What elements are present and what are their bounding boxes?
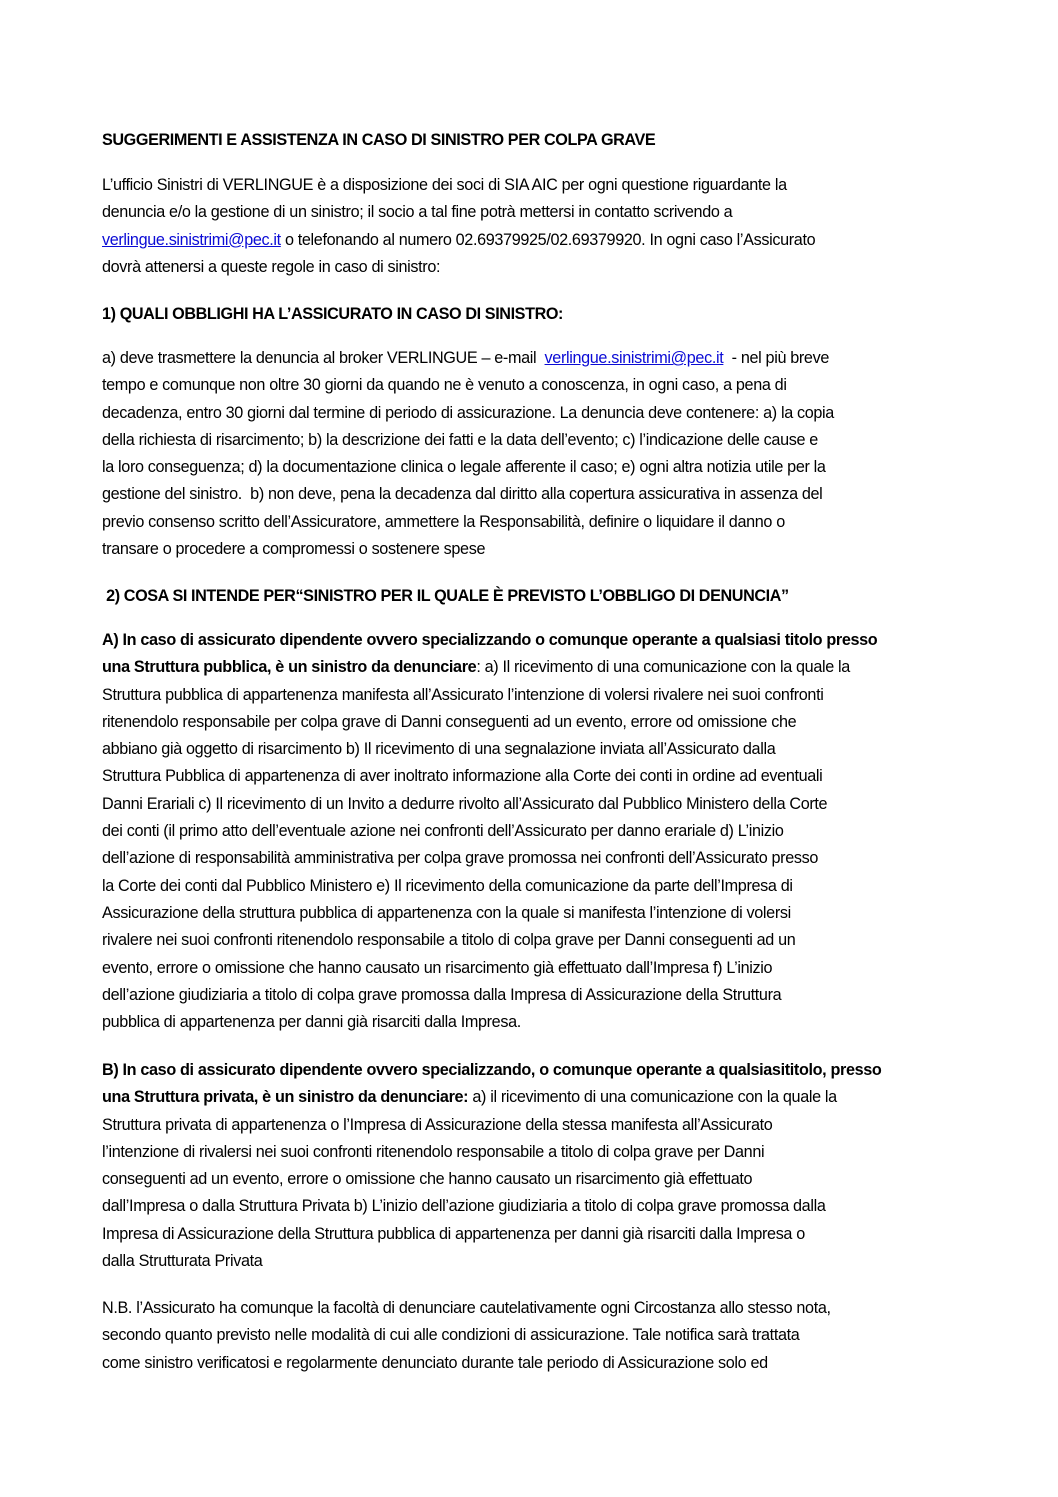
section1-line: della richiesta di risarcimento; b) la descrizione dei fatti e la data dell’evento; c) l’indicazione delle cause e [102,430,818,449]
part-a-line: Assicurazione della struttura pubblica di appartenenza con la quale si manifesta l’intenzione di volersi [102,903,791,922]
part-a-line: dell’azione giudiziaria a titolo di colpa grave promossa dalla Impresa di Assicurazione della Struttura [102,985,782,1004]
part-b-line [102,1084,962,1111]
intro-line [102,227,962,254]
title-text: SUGGERIMENTI E ASSISTENZA IN CASO DI SINISTRO PER COLPA GRAVE [102,131,656,149]
part-a-line: Struttura pubblica di appartenenza manifesta all’Assicurato l’intenzione di volersi rivalere nei suoi confronti [102,685,824,704]
email-link[interactable]: verlingue.sinistrimi@pec.it [102,230,281,249]
section1-line: gestione del sinistro. b) non deve, pena la decadenza dal diritto alla copertura assicurativa in assenza del [102,485,823,504]
part-b-line: dalla Strutturata Privata [102,1252,263,1271]
section1-paragraph [102,345,962,563]
section2-part-a [102,627,962,1036]
section1-line: transare o procedere a compromessi o sostenere spese [102,540,486,559]
section1-heading-text: 1) QUALI OBBLIGHI HA L’ASSICURATO IN CASO DI SINISTRO: [102,305,564,323]
part-a-line: pubblica di appartenenza per danni già risarciti dalla Impresa. [102,1013,521,1032]
section1-line: previo consenso scritto dell’Assicuratore, ammettere la Responsabilità, definire o liquidare il danno o [102,512,785,531]
intro-line: denuncia e/o la gestione di un sinistro; il socio a tal fine potrà mettersi in contatto scrivendo a [102,203,733,222]
email-link[interactable]: verlingue.sinistrimi@pec.it [544,349,724,367]
part-b-line: Struttura privata di appartenenza o l’Impresa di Assicurazione della stessa manifesta all’Assicurato [102,1115,773,1134]
part-a-text: : a) Il ricevimento di una comunicazione con la quale la [476,658,850,677]
intro-line: L’ufficio Sinistri di VERLINGUE è a disposizione dei soci di SIA AIC per ogni questione riguardante la [102,176,787,194]
section1-line: la loro conseguenza; d) la documentazione clinica o legale afferente il caso; e) ogni altra notizia utile per la [102,458,826,477]
intro-line: dovrà attenersi a queste regole in caso di sinistro: [102,257,441,276]
note-line: secondo quanto previsto nelle modalità di cui alle condizioni di assicurazione. Tale notifica sarà trattata [102,1326,800,1345]
note-line: N.B. l’Assicurato ha comunque la facoltà di denunciare cautelativamente ogni Circostanza allo stesso nota, [102,1299,831,1317]
part-b-line: dall’Impresa o dalla Struttura Privata b) L’inizio dell’azione giudiziaria a titolo di colpa grave promossa dalla [102,1197,826,1216]
intro-paragraph [102,172,962,281]
section1-line: decadenza, entro 30 giorni dal termine di periodo di assicurazione. La denuncia deve contenere: a) la copia [102,403,834,422]
section2-heading [102,583,962,610]
section2-part-b [102,1057,962,1275]
part-a-line [102,654,962,681]
section1-line-pre: a) deve trasmettere la denuncia al broker VERLINGUE – e-mail [102,349,545,367]
section2-heading-text: 2) COSA SI INTENDE PER“SINISTRO PER IL QUALE È PREVISTO L’OBBLIGO DI DENUNCIA” [102,587,789,605]
part-a-line: dell’azione di responsabilità amministrativa per colpa grave promossa nei confronti dell’Assicurato presso [102,849,818,868]
intro-line-text: o telefonando al numero 02.69379925/02.69379920. In ogni caso l’Assicurato [280,230,816,249]
document-title [102,127,962,154]
part-a-line: abbiano già oggetto di risarcimento b) Il ricevimento di una segnalazione inviata all’Assicurato dalla [102,740,776,759]
part-a-line: evento, errore o omissione che hanno causato un risarcimento già effettuato dall’Impresa f) L’inizio [102,958,773,977]
part-a-line: Danni Erariali c) Il ricevimento di un Invito a dedurre rivolto all’Assicurato dal Pubblico Ministero della Corte [102,794,828,813]
part-a-line: ritenendolo responsabile per colpa grave di Danni conseguenti ad un evento, errore od omissione che [102,712,797,731]
part-b-bold-text: una Struttura privata, è un sinistro da denunciare: [102,1088,469,1107]
part-a-bold-text: una Struttura pubblica, è un sinistro da denunciare [102,658,477,677]
part-a-line: rivalere nei suoi confronti ritenendolo responsabile a titolo di colpa grave per Danni conseguenti ad un [102,931,796,950]
part-b-line: l’intenzione di rivalersi nei suoi confronti ritenendolo responsabile a titolo di colpa grave per Danni [102,1142,765,1161]
part-a-line: la Corte dei conti dal Pubblico Ministero e) Il ricevimento della comunicazione da parte dell’Impresa di [102,876,793,895]
part-a-line: Struttura Pubblica di appartenenza di aver inoltrato informazione alla Corte dei conti in ordine ad eventuali [102,767,823,786]
note-line: come sinistro verificatosi e regolarmente denunciato durante tale periodo di Assicurazione solo ed [102,1353,768,1372]
section1-line [102,345,962,372]
part-b-line: Impresa di Assicurazione della Struttura pubblica di appartenenza per danni già risarciti dalla Impresa o [102,1224,805,1243]
part-b-bold-line: B) In caso di assicurato dipendente ovvero specializzando, o comunque operante a qualsiasititolo, presso [102,1061,882,1079]
part-b-line: conseguenti ad un evento, errore o omissione che hanno causato un risarcimento già effettuato [102,1170,753,1189]
part-a-bold-line: A) In caso di assicurato dipendente ovvero specializzando o comunque operante a qualsiasi titolo presso [102,631,878,649]
section1-heading [102,301,962,328]
part-b-text: a) il ricevimento di una comunicazione con la quale la [468,1088,837,1107]
section1-line-post: - nel più breve [723,349,829,367]
note-paragraph [102,1295,962,1377]
section1-line: tempo e comunque non oltre 30 giorni da quando ne è venuto a conoscenza, in ogni caso, a pena di [102,376,787,395]
part-a-line: dei conti (il primo atto dell’eventuale azione nei confronti dell’Assicurato per danno erariale d) L’inizio [102,822,784,841]
